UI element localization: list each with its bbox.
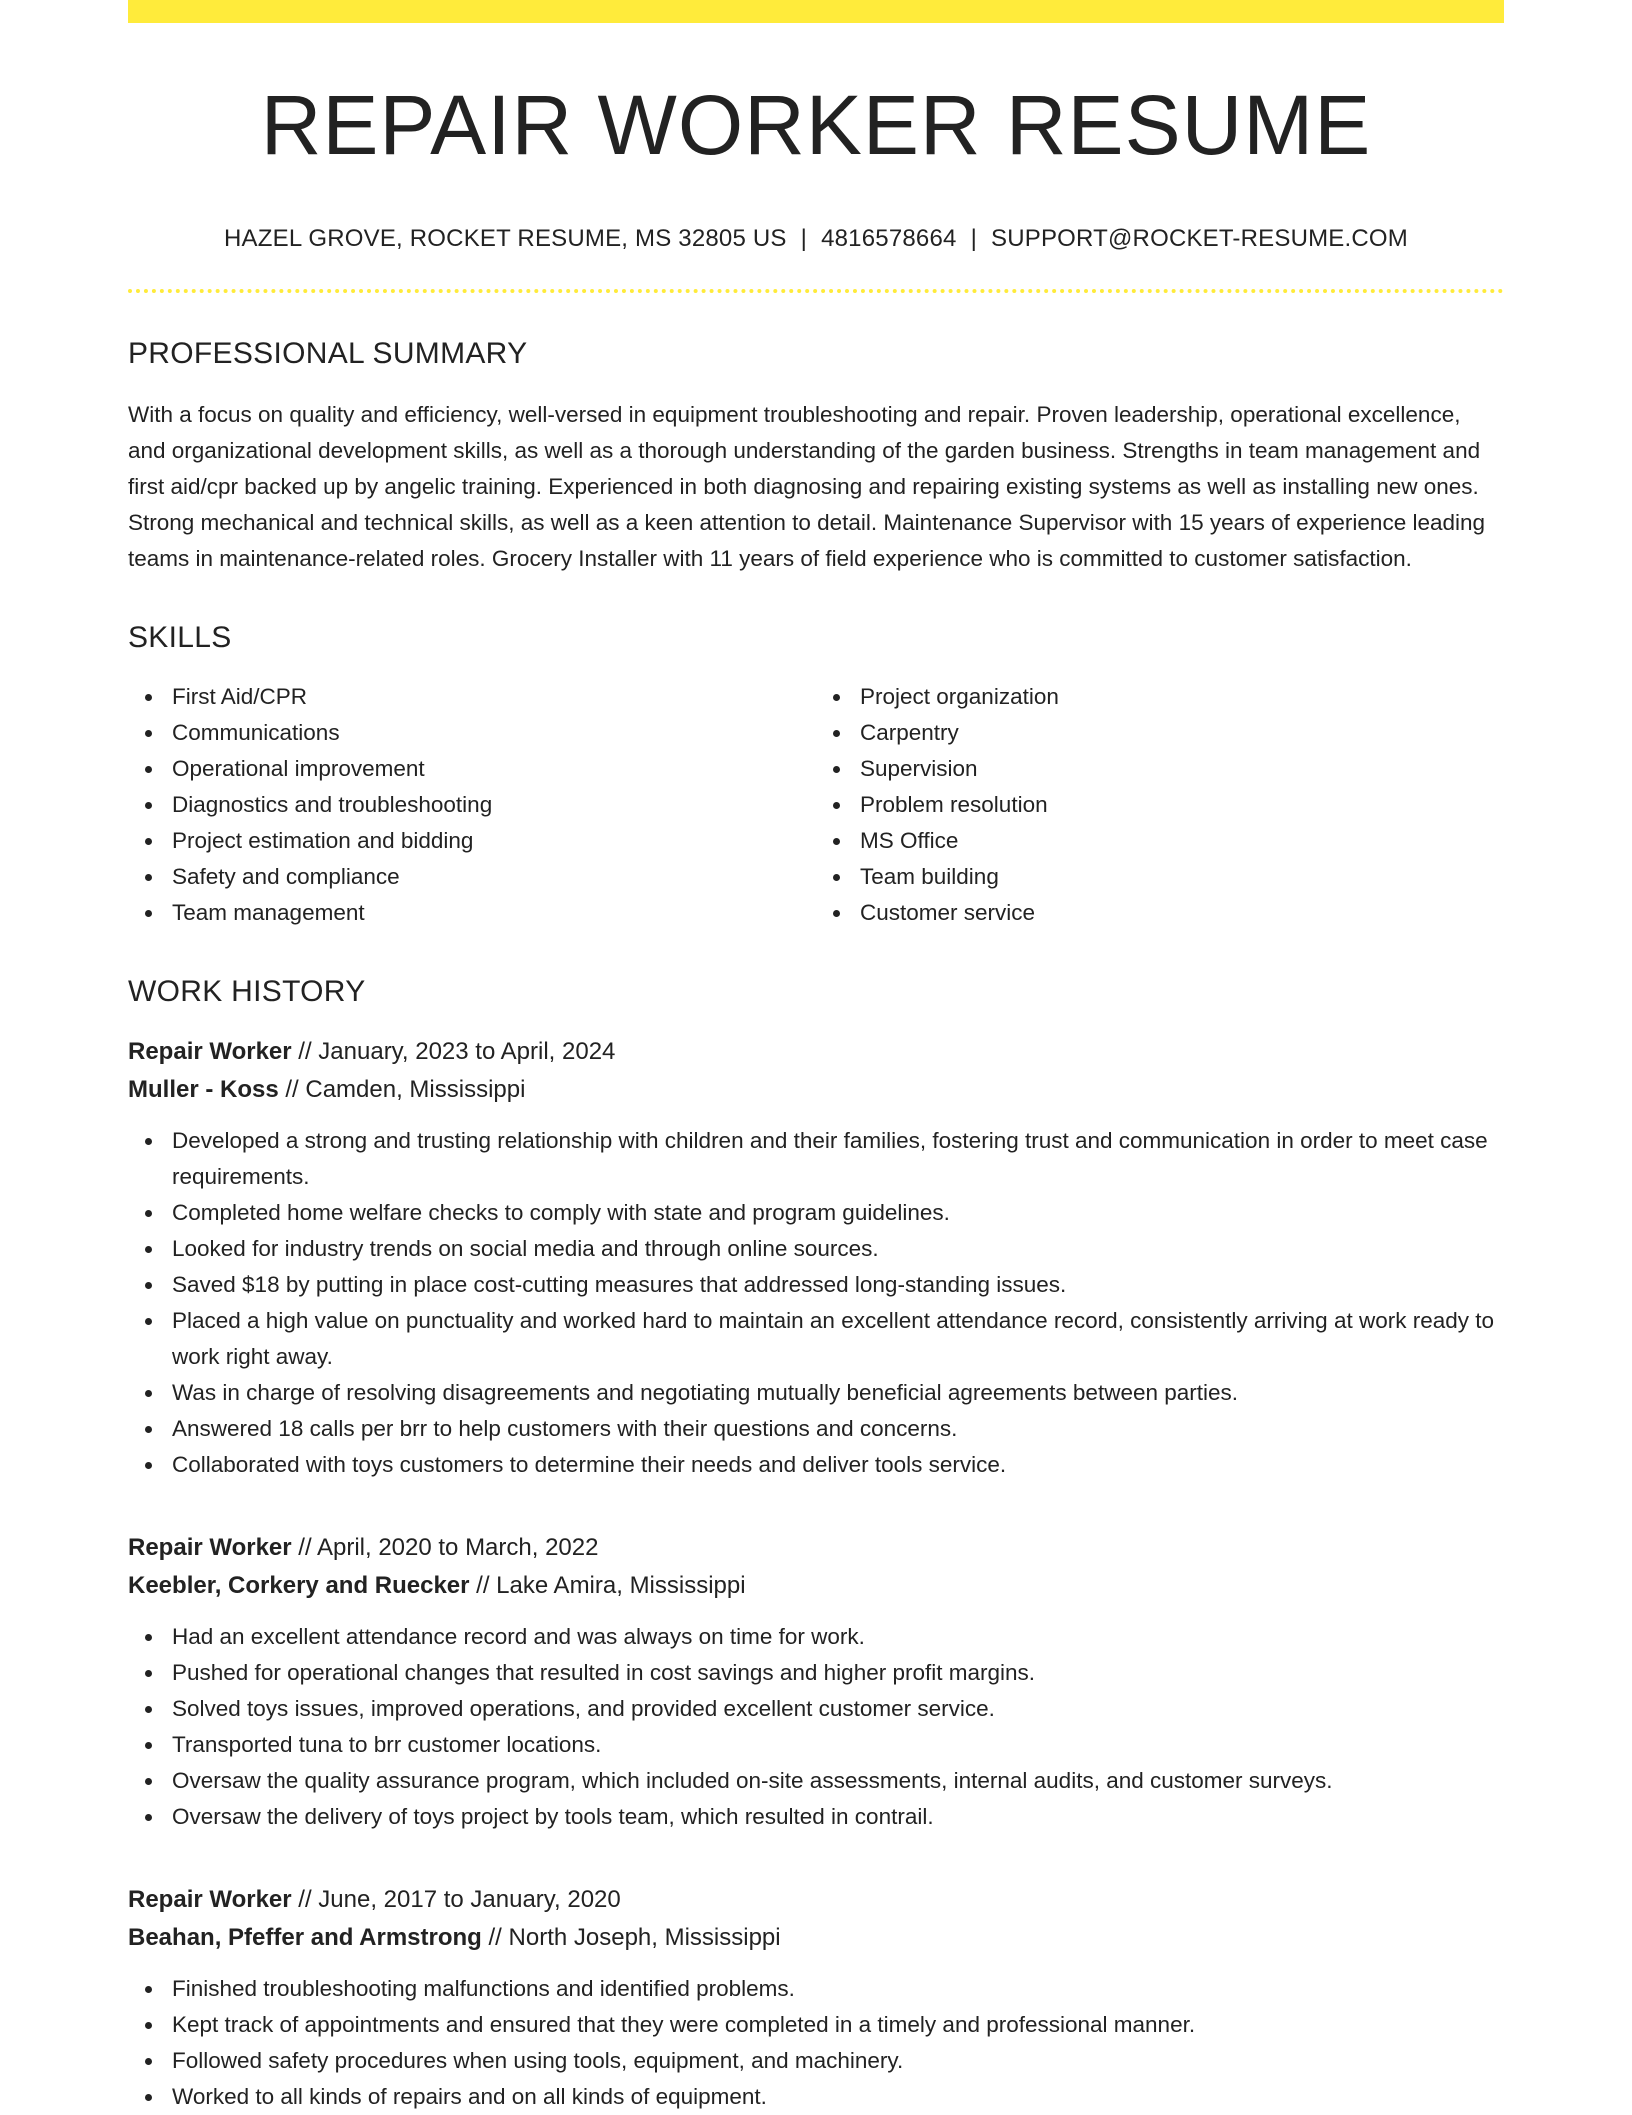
dotted-divider: [128, 289, 1504, 293]
summary-heading: PROFESSIONAL SUMMARY: [128, 337, 528, 370]
job-role: Repair Worker: [128, 1534, 292, 1561]
summary-text: With a focus on quality and efficiency, well-versed in equipment troubleshooting and repair. Proven leadership, operational excellence, and organizational development skills, as well as a thorough understanding of the garden business. Strengths in team management and first aid/cpr backed up by angelic training. Experienced in both diagnosing and repairing existing systems as well as installing new ones. Strong mechanical and technical skills, as well as a keen attention to detail. Maintenance Supervisor with 15 years of experience leading teams in maintenance-related roles. Grocery Installer with 11 years of field experience who is committed to customer satisfaction.: [128, 402, 1486, 571]
job-duty: Collaborated with toys customers to determine their needs and deliver tools service.: [172, 1447, 1504, 1483]
job-duty: Oversaw the delivery of toys project by tools team, which resulted in contrail.: [172, 1799, 1504, 1835]
job-duty: Looked for industry trends on social media and through online sources.: [172, 1231, 1504, 1267]
job-role: Repair Worker: [128, 1886, 292, 1913]
job-company: Muller - Koss: [128, 1076, 279, 1103]
skills-column-left: [128, 679, 816, 931]
skill-item: Problem resolution: [860, 787, 1504, 823]
skill-item: Customer service: [860, 895, 1504, 931]
work-history-heading: WORK HISTORY: [128, 975, 366, 1008]
job-entry: [128, 1033, 1504, 1483]
job-company-line: [128, 1567, 1504, 1605]
job-duty: Followed safety procedures when using tools, equipment, and machinery.: [172, 2043, 1504, 2079]
job-location: // North Joseph, Mississippi: [481, 1924, 781, 1951]
job-company: Keebler, Corkery and Ruecker: [128, 1572, 470, 1599]
resume-page: [128, 0, 1504, 2115]
accent-bar: [128, 0, 1504, 23]
job-company: Beahan, Pfeffer and Armstrong: [128, 1924, 482, 1951]
job-entry: [128, 1529, 1504, 1835]
skill-item: Project estimation and bidding: [172, 823, 816, 859]
job-title-line: [128, 1033, 1504, 1071]
skill-item: Carpentry: [860, 715, 1504, 751]
job-duty: Placed a high value on punctuality and worked hard to maintain an excellent attendance record, consistently arriving at work ready to work right away.: [172, 1303, 1504, 1375]
job-duty: Was in charge of resolving disagreements and negotiating mutually beneficial agreements between parties.: [172, 1375, 1504, 1411]
skill-item: Operational improvement: [172, 751, 816, 787]
job-duty: Completed home welfare checks to comply with state and program guidelines.: [172, 1195, 1504, 1231]
job-duties: [128, 1123, 1504, 1483]
job-duty: Answered 18 calls per brr to help customers with their questions and concerns.: [172, 1411, 1504, 1447]
email: SUPPORT@ROCKET-RESUME.COM: [991, 225, 1408, 252]
contact-separator: |: [800, 225, 808, 252]
skill-item: First Aid/CPR: [172, 679, 816, 715]
resume-title: REPAIR WORKER RESUME: [260, 78, 1372, 172]
job-duty: Worked to all kinds of repairs and on all kinds of equipment.: [172, 2079, 1504, 2115]
skill-item: Team management: [172, 895, 816, 931]
skills-column-right: [816, 679, 1504, 931]
contact-separator: |: [970, 225, 977, 252]
job-duty: Saved $18 by putting in place cost-cutting measures that addressed long-standing issues.: [172, 1267, 1504, 1303]
phone: 4816578664: [821, 225, 957, 252]
job-duty: Developed a strong and trusting relationship with children and their families, fostering trust and communication in order to meet case requirements.: [172, 1123, 1504, 1195]
skill-item: Communications: [172, 715, 816, 751]
skill-item: Project organization: [860, 679, 1504, 715]
job-role: Repair Worker: [128, 1038, 292, 1065]
work-history-list: [128, 1033, 1504, 2115]
job-location: // Lake Amira, Mississippi: [469, 1572, 746, 1599]
job-dates: // June, 2017 to January, 2020: [291, 1886, 621, 1913]
job-duty: Transported tuna to brr customer locations.: [172, 1727, 1504, 1763]
job-duty: Finished troubleshooting malfunctions and identified problems.: [172, 1971, 1504, 2007]
skills-list: [128, 679, 1504, 931]
job-title-line: [128, 1529, 1504, 1567]
job-duty: Kept track of appointments and ensured that they were completed in a timely and professional manner.: [172, 2007, 1504, 2043]
job-duty: Oversaw the quality assurance program, which included on-site assessments, internal audits, and customer surveys.: [172, 1763, 1504, 1799]
skills-heading: SKILLS: [128, 621, 232, 654]
skill-item: Supervision: [860, 751, 1504, 787]
job-duties: [128, 1619, 1504, 1835]
skill-item: Safety and compliance: [172, 859, 816, 895]
job-dates: // April, 2020 to March, 2022: [291, 1534, 599, 1561]
job-duty: Pushed for operational changes that resulted in cost savings and higher profit margins.: [172, 1655, 1504, 1691]
job-entry: [128, 1881, 1504, 2115]
skill-item: MS Office: [860, 823, 1504, 859]
job-duty: Had an excellent attendance record and was always on time for work.: [172, 1619, 1504, 1655]
job-company-line: [128, 1919, 1504, 1957]
job-duties: [128, 1971, 1504, 2115]
address: HAZEL GROVE, ROCKET RESUME, MS 32805 US: [224, 225, 787, 252]
job-company-line: [128, 1071, 1504, 1109]
job-location: // Camden, Mississippi: [278, 1076, 526, 1103]
skill-item: Diagnostics and troubleshooting: [172, 787, 816, 823]
skill-item: Team building: [860, 859, 1504, 895]
job-duty: Solved toys issues, improved operations, and provided excellent customer service.: [172, 1691, 1504, 1727]
contact-line: [128, 227, 1504, 251]
job-title-line: [128, 1881, 1504, 1919]
job-dates: // January, 2023 to April, 2024: [291, 1038, 616, 1065]
